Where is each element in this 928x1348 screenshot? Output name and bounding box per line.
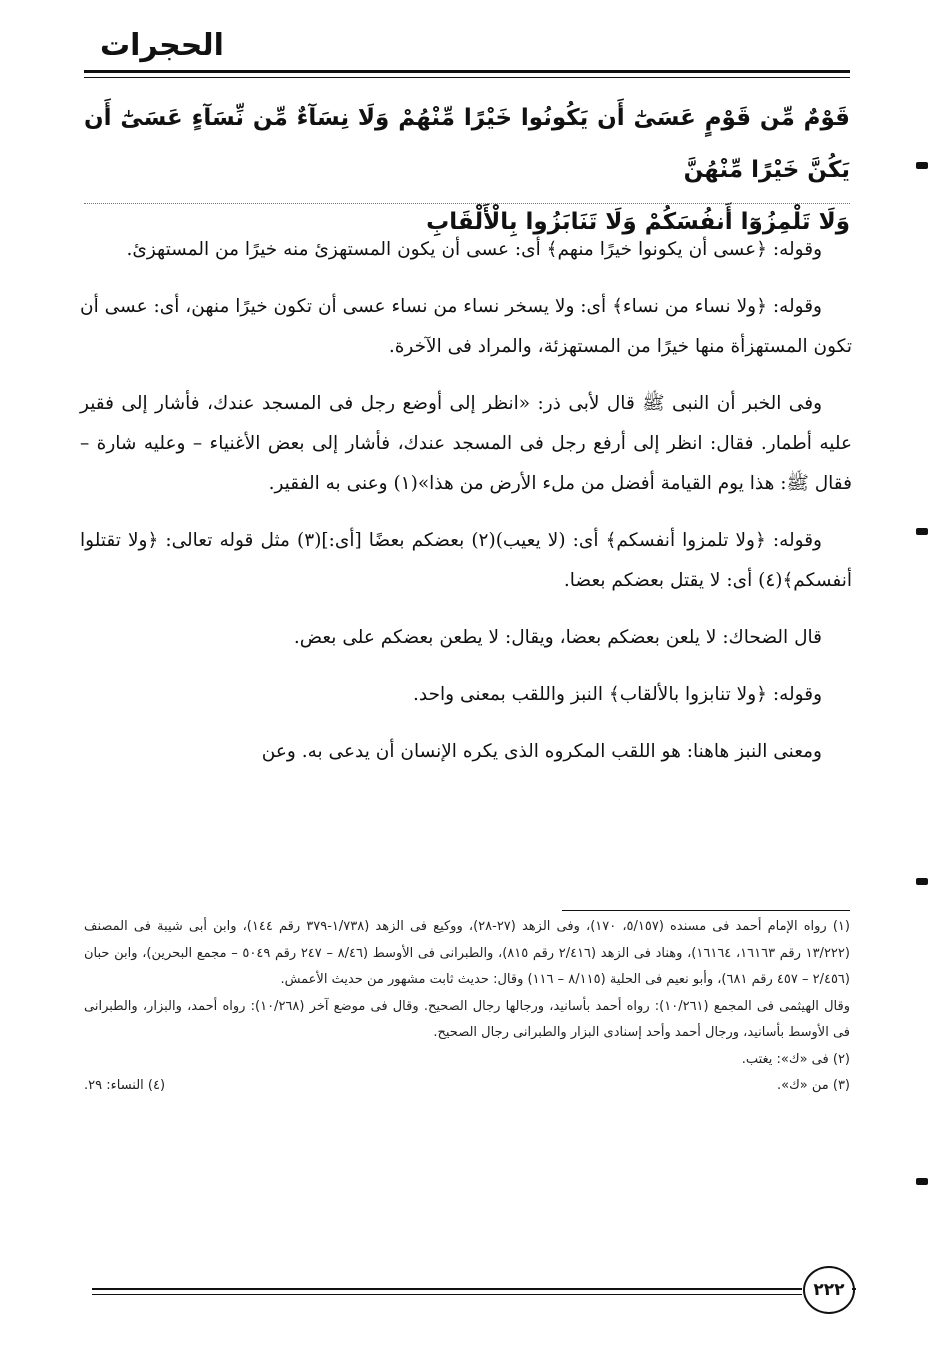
footer-rule-thick	[92, 1288, 802, 1290]
edge-mark	[916, 878, 928, 885]
commentary-body	[80, 230, 852, 789]
footnote-1-continued: وقال الهيثمى فى المجمع (١٠/٢٦١): رواه أحمد بأسانيد، ورجالها رجال الصحيح. وقال فى موضع آخر (١٠/٢٦٨): رواه أحمد، والبزار، والطبرانى فى الأوسط بأسانيد، ورجال أحمد وأحد إسنادى البزار والطبرانى رجال الصحيح.	[84, 998, 851, 1040]
header-rule-thick	[84, 70, 850, 73]
paragraph: وقوله: ﴿ولا تنابزوا بالألقاب﴾ النبز واللقب بمعنى واحد.	[412, 684, 822, 705]
footnote-1: (١) رواه الإمام أحمد فى مسنده (٥/١٥٧، ١٧٠)، وفى الزهد (٢٧-٢٨)، ووكيع فى الزهد (١/٧٣٨-٣٧٩ رقم ١٤٤)، وابن أبى شيبة فى المصنف (١٣/٢٢٢ رقم ١٦١٦٣، ١٦١٦٤)، وهناد فى الزهد (٢/٤١٦ رقم ٨١٥)، والطبرانى فى الأوسط (٨/٤٦ – ٢٤٧ رقم ٥٠٤٩ – مجمع البحرين)، وابن حبان (٢/٤٥٦ – ٤٥٧ رقم ٦٨١)، وأبو نعيم فى الحلية (٨/١١٥ – ١١٦) وقال: حديث ثابت مشهور من حديث الأعمش.	[84, 919, 850, 987]
edge-mark	[916, 1178, 928, 1185]
verse-separator	[84, 203, 850, 204]
paragraph: ومعنى النبز هاهنا: هو اللقب المكروه الذى يكره الإنسان أن يدعى به. وعن	[261, 741, 822, 762]
paragraph: وقوله: ﴿عسى أن يكونوا خيرًا منهم﴾ أى: عسى أن يكون المستهزئ منه خيرًا من المستهزئ.	[126, 239, 822, 260]
footnote-separator	[562, 910, 850, 911]
page-number: ٢٢٢	[803, 1266, 855, 1314]
footnote-2: (٢) فى «ك»: يغتب.	[741, 1051, 850, 1067]
paragraph: وفى الخبر أن النبى ﷺ قال لأبى ذر: «انظر إلى أوضع رجل فى المسجد عندك، فأشار إلى فقير عليه أطمار. فقال: انظر إلى أرفع رجل فى المسجد عندك، فأشار إلى بعض الأغنياء – وعليه شارة – فقال ﷺ: هذا يوم القيامة أفضل من ملء الأرض من هذا»(١) وعنى به الفقير.	[80, 393, 852, 494]
edge-mark	[916, 162, 928, 169]
footnotes	[84, 914, 850, 1100]
footnote-row	[84, 1073, 850, 1100]
footnote-3: (٣) من «ك».	[776, 1078, 850, 1093]
paragraph: قال الضحاك: لا يلعن بعضكم بعضا، ويقال: لا يطعن بعضكم على بعض.	[293, 627, 822, 648]
verse-line: قَوْمٌ مِّن قَوْمٍ عَسَىٰٓ أَن يَكُونُوا خَيْرًا مِّنْهُمْ وَلَا نِسَآءٌ مِّن نِّسَآءٍ عَسَىٰٓ أَن يَكُنَّ خَيْرًا مِّنْهُنَّ	[84, 105, 850, 183]
header-rule-thin	[84, 77, 850, 78]
footnote-4: (٤) النساء: ٢٩.	[84, 1078, 166, 1093]
footer-rule-thin	[92, 1294, 802, 1295]
verse-line: وَلَا تَلْمِزُوٓا أَنفُسَكُمْ وَلَا تَنَابَزُوا بِالْأَلْقَابِ	[426, 209, 850, 235]
quran-verse-block	[84, 92, 850, 248]
running-header-surah-title: الحجرات	[100, 28, 224, 63]
paragraph: وقوله: ﴿ولا تلمزوا أنفسكم﴾ أى: (لا يعيب)(٢) بعضكم بعضًا [أى:](٣) مثل قوله تعالى: ﴿ولا تقتلوا أنفسكم﴾(٤) أى: لا يقتل بعضكم بعضا.	[80, 530, 852, 591]
paragraph: وقوله: ﴿ولا نساء من نساء﴾ أى: ولا يسخر نساء من نساء عسى أن تكون خيرًا منهن، أى: عسى أن تكون المستهزأة منها خيرًا من المستهزئة، والمراد فى الآخرة.	[80, 296, 852, 357]
edge-mark	[916, 528, 928, 535]
